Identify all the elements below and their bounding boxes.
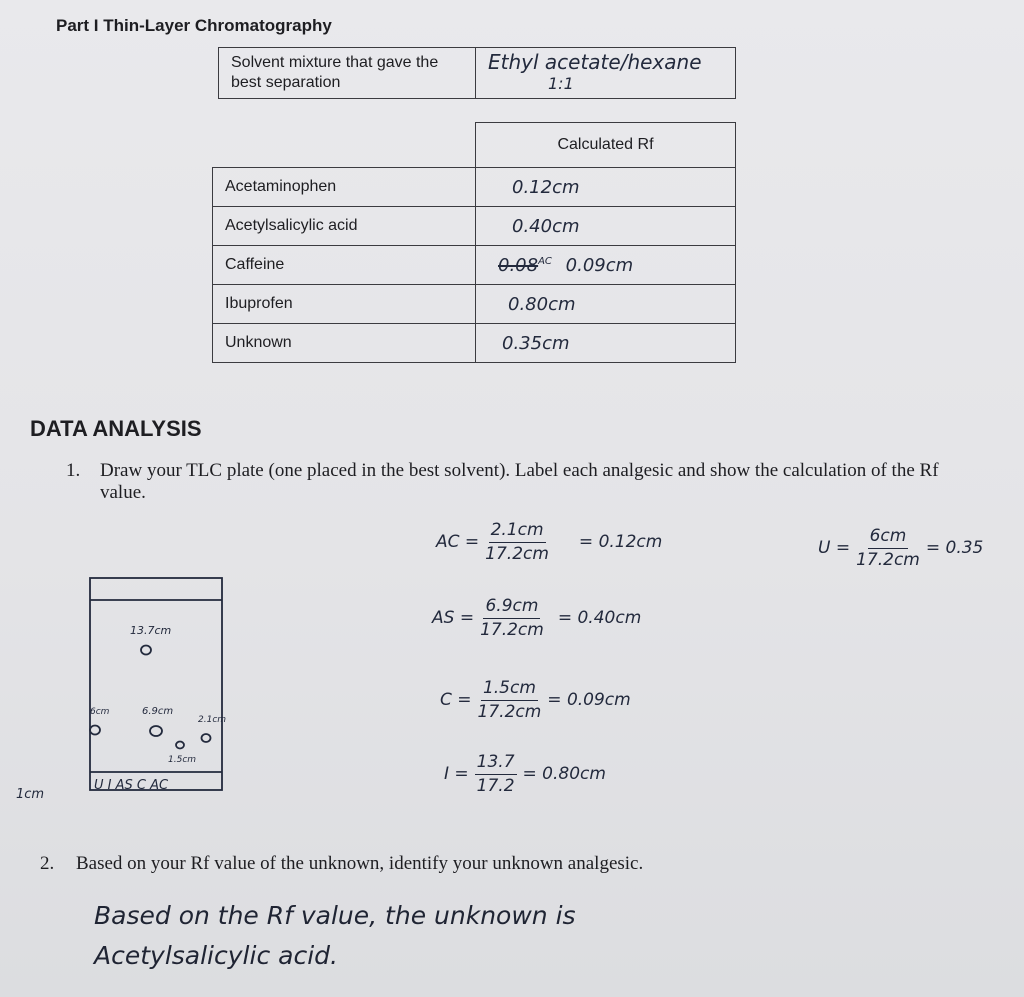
spot-unknown <box>90 726 100 735</box>
calc-num: 1.5cm <box>481 678 538 701</box>
calc-den: 17.2cm <box>477 702 542 722</box>
calc-lhs: AS = <box>432 608 475 628</box>
rf-value: 0.80cm <box>476 285 736 324</box>
solvent-value: Ethyl acetate/hexane <box>488 50 702 74</box>
calc-c <box>440 678 631 722</box>
calc-num: 2.1cm <box>489 520 546 543</box>
rf-value: 0.40cm <box>476 207 736 246</box>
rf-header-blank <box>213 123 476 168</box>
tlc-plate-drawing <box>10 570 240 810</box>
spot-acetaminophen <box>202 734 211 742</box>
calc-result: = 0.80cm <box>522 764 606 784</box>
calc-num: 13.7 <box>475 752 517 775</box>
solvent-ratio: 1:1 <box>548 74 574 93</box>
table-row <box>213 285 736 324</box>
calc-lhs: C = <box>440 690 472 710</box>
calc-result: = 0.09cm <box>547 690 631 710</box>
question-2-number: 2. <box>40 853 55 874</box>
question-1-number: 1. <box>66 460 81 481</box>
baseline-labels: U I AS C AC <box>94 778 169 793</box>
tlc-plate-outline <box>90 578 222 790</box>
rf-value: 0.12cm <box>476 168 736 207</box>
calc-den: 17.2cm <box>485 544 549 564</box>
question-1-text: Draw your TLC plate (one placed in the best solvent). Label each analgesic and show the calculation of the Rf value. <box>100 460 939 503</box>
compound-name: Acetaminophen <box>213 168 476 207</box>
table-row <box>213 168 736 207</box>
calc-lhs: U = <box>818 538 851 558</box>
calc-den: 17.2cm <box>856 550 920 570</box>
calc-lhs: I = <box>444 764 469 784</box>
calc-den: 17.2 <box>476 776 515 796</box>
table-row <box>213 207 736 246</box>
answer-line-2: Acetylsalicylic acid. <box>94 941 338 970</box>
table-row <box>213 324 736 363</box>
rf-value-cell <box>476 246 736 285</box>
spot-label-acetaminophen: 2.1cm <box>198 715 227 725</box>
calc-lhs: AC = <box>436 532 480 552</box>
rf-value: 0.09cm <box>565 254 634 276</box>
calc-result: = 0.40cm <box>557 608 642 628</box>
calc-u <box>818 526 983 570</box>
calc-num: 6cm <box>868 526 909 549</box>
calc-result: = 0.35 <box>925 538 984 558</box>
rf-header: Calculated Rf <box>476 123 736 168</box>
calc-i <box>444 752 606 796</box>
spot-label-unknown: 6cm <box>90 707 110 717</box>
rf-table <box>212 122 736 363</box>
compound-name: Acetylsalicylic acid <box>213 207 476 246</box>
section-heading: DATA ANALYSIS <box>30 416 202 441</box>
compound-name: Unknown <box>213 324 476 363</box>
spot-ibuprofen <box>141 646 151 655</box>
answer-text <box>94 896 794 976</box>
spot-caffeine <box>176 742 184 749</box>
solvent-value-cell <box>476 48 736 99</box>
baseline-distance-label: 1cm <box>16 787 45 802</box>
part-title: Part I Thin-Layer Chromatography <box>56 16 332 35</box>
question-2-text: Based on your Rf value of the unknown, identify your unknown analgesic. <box>76 853 644 874</box>
spot-label-ibuprofen: 13.7cm <box>130 624 172 637</box>
spot-label-acetylsalicylic: 6.9cm <box>142 706 174 717</box>
compound-name: Caffeine <box>213 246 476 285</box>
rf-value: 0.35cm <box>476 324 736 363</box>
struck-value: 0.08 <box>498 254 539 276</box>
calc-as <box>432 596 641 640</box>
calc-ac <box>436 520 662 564</box>
table-row <box>213 246 736 285</box>
answer-line-1: Based on the Rf value, the unknown is <box>94 901 576 930</box>
calc-num: 6.9cm <box>483 596 540 619</box>
compound-name: Ibuprofen <box>213 285 476 324</box>
spot-label-caffeine: 1.5cm <box>168 755 197 765</box>
calc-result: = 0.12cm <box>578 532 663 552</box>
spot-acetylsalicylic <box>150 726 162 736</box>
calc-den: 17.2cm <box>480 620 544 640</box>
solvent-table <box>218 47 736 99</box>
correction-mark: AC <box>538 255 552 267</box>
solvent-label: Solvent mixture that gave the best separation <box>219 48 476 99</box>
